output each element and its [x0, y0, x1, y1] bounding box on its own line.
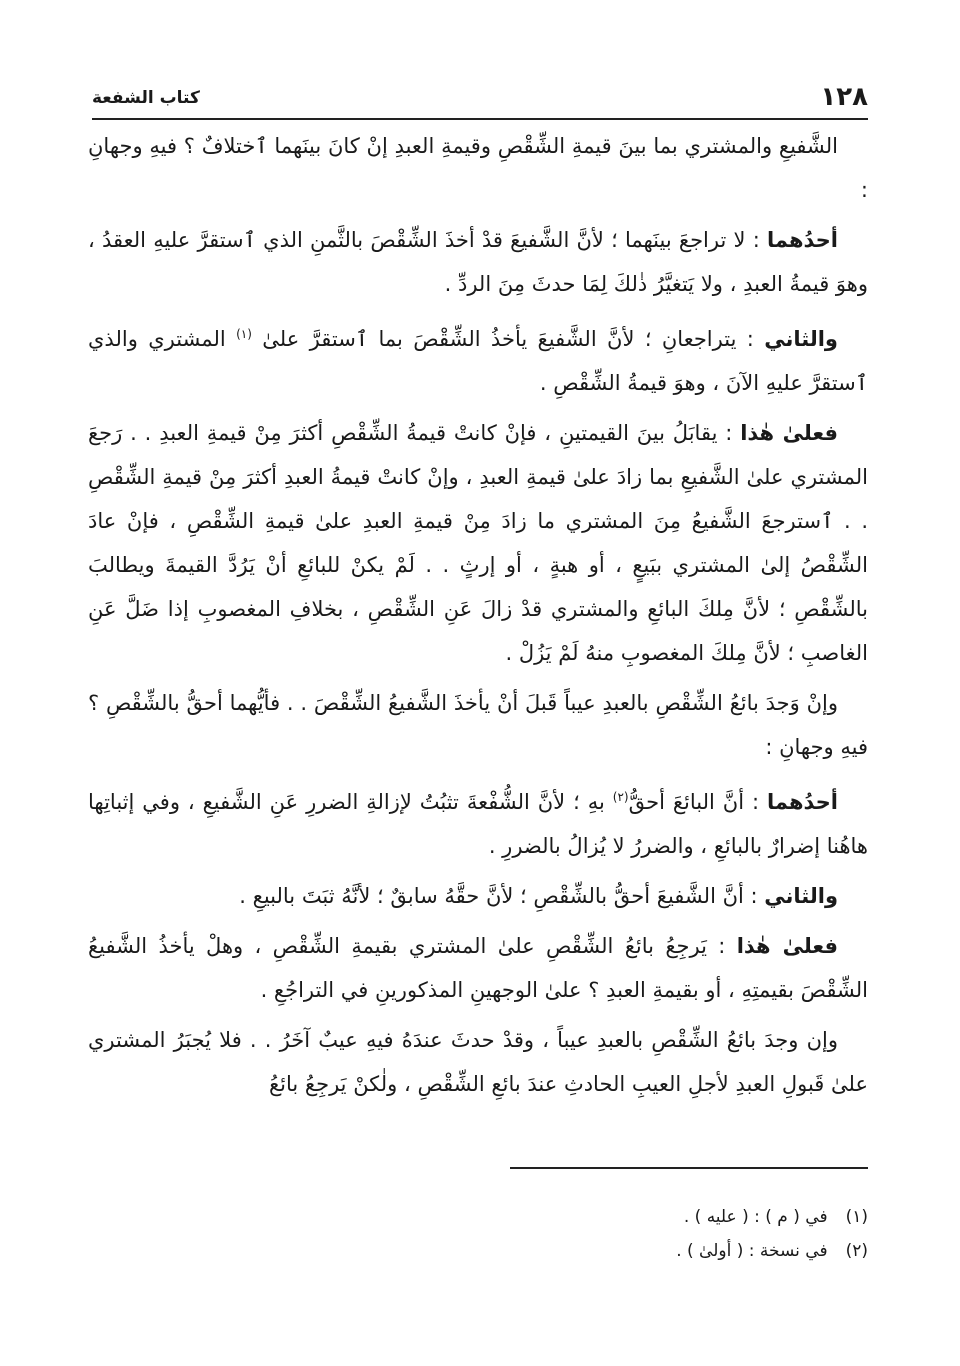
running-title: كتاب الشفعة	[92, 88, 200, 108]
paragraph-lead: فعلىٰ هٰذا	[736, 934, 839, 958]
footnotes	[300, 1200, 868, 1268]
paragraph-5: وإنْ وَجدَ بائعُ الشِّقْصِ بالعبدِ عيباً قَبلَ أنْ يأخذَ الشَّفيعُ الشِّقْصَ . . فأيُّهما أحقُّ بالشِّقْصِ ؟ فيهِ وجهانِ :	[88, 691, 868, 759]
paragraph-lead: فعلىٰ هٰذا	[740, 421, 839, 445]
paragraph-7: والثاني : أنَّ الشَّفيعَ أحقُّ بالشِّقْصِ ؛ لأنَّ حقَّهُ سابقٌ ؛ لأنَّهُ ثبَتَ بالبيعِ .	[239, 884, 838, 908]
footnote-rule	[510, 1167, 868, 1169]
paragraph-lead: أحدُهما	[767, 228, 838, 252]
footnote-number: (٢)	[845, 1241, 868, 1261]
footnote-text: في نسخة : ( أولىٰ ) .	[676, 1241, 828, 1261]
footnote-1	[300, 1200, 868, 1234]
footnote-text: في ( م ) : ( عليه ) .	[683, 1207, 828, 1227]
footnote-ref-2[interactable]: (٢)	[612, 790, 629, 804]
paragraph-8: فعلىٰ هٰذا : يَرجِعُ بائعُ الشِّقْصِ علىٰ المشتري بقيمةِ الشِّقْصِ ، وهلْ يأخذُ الشَّفيعُ الشِّقْصَ بقيمتِهِ ، أو بقيمةِ العبدِ ؟ علىٰ الوجهينِ المذكورينِ في التراجُعِ .	[88, 934, 868, 1002]
header-rule	[92, 118, 868, 120]
paragraph-lead: والثاني	[764, 327, 838, 351]
page-header	[92, 80, 868, 116]
page-number: ١٢٨	[820, 82, 868, 112]
paragraph-9: وإن وجدَ بائعُ الشِّقْصِ بالعبدِ عيباً ، وقدْ حدثَ عندَهُ فيهِ عيبٌ آخَرُ . . فلا يُجبَرُ المشتري علىٰ قَبولِ العبدِ لأجلِ العيبِ الحادثِ عندَ بائعِ الشِّقْصِ ، ولٰكنْ يَرجِعُ بائعُ	[88, 1028, 868, 1096]
footnote-2	[300, 1234, 868, 1268]
paragraph-6: أحدُهما : أنَّ البائعَ أحقُّ$^{(٢)}$ بهِ ؛ لأنَّ الشُّفْعةَ تثبُتُ لإزالةِ الضررِ عَنِ الشَّفيعِ ، وفي إثباتِها هاهُنا إضرارٌ بالبائعِ ، والضررُ لا يُزالُ بالضررِ .	[88, 790, 868, 858]
paragraph-2: أحدُهما : لا تراجعَ بينَهما ؛ لأنَّ الشَّفيعَ قدْ أخذَ الشِّقْصَ بالثَّمنِ الذي ٱستقرَّ عليهِ العقدُ ، وهوَ قيمةُ العبدِ ، ولا يَتغيَّرُ ذٰلكَ لِمَا حدثَ مِنَ الردِّ .	[88, 228, 868, 296]
body-text	[88, 124, 868, 1112]
footnote-ref-1[interactable]: (١)	[236, 327, 252, 341]
paragraph-lead: والثاني	[764, 884, 838, 908]
paragraph-4: فعلىٰ هٰذا : يقابَلُ بينَ القيمتينِ ، فإنْ كانتْ قيمةُ الشِّقْصِ أكثرَ مِنْ قيمةِ العبدِ . . رَجعَ المشتري علىٰ الشَّفيعِ بما زادَ علىٰ قيمةِ العبدِ ، وإنْ كانتْ قيمةُ العبدِ أكثرَ مِنْ قيمةِ الشِّقْصِ . . ٱسترجعَ الشَّفيعُ مِنَ المشتري ما زادَ مِنْ قيمةِ العبدِ علىٰ قيمةِ الشِّقْصِ ، فإنْ عادَ الشِّقْصُ إلىٰ المشتري ببَيعٍ ، أو هبةٍ ، أو إرثٍ . . لَمْ يكنْ للبائعِ أنْ يَرُدَّ القيمةَ ويطالبَ بالشِّقْصِ ؛ لأنَّ مِلكَ البائعِ والمشتري قدْ زالَ عَنِ الشِّقْصِ ، بخلافِ المغصوبِ إذا ضَلَّ عَنِ الغاصبِ ؛ لأنَّ مِلكَ المغصوبِ منهُ لَمْ يَزُلْ .	[88, 421, 868, 665]
footnote-number: (١)	[845, 1207, 868, 1227]
paragraph-lead: أحدُهما	[767, 790, 838, 814]
paragraph-1: الشَّفيعِ والمشتري بما بينَ قيمةِ الشِّقْصِ وقيمةِ العبدِ إنْ كانَ بينَهما ٱختلافٌ ؟ فيهِ وجهانِ :	[88, 134, 868, 202]
paragraph-3: والثاني : يتراجعانِ ؛ لأنَّ الشَّفيعَ يأخذُ الشِّقْصَ بما ٱستقرَّ علىٰ $^{(١)}$ المشتري والذي ٱستقرَّ عليهِ الآنَ ، وهوَ قيمةُ الشِّقْصِ .	[88, 327, 868, 395]
